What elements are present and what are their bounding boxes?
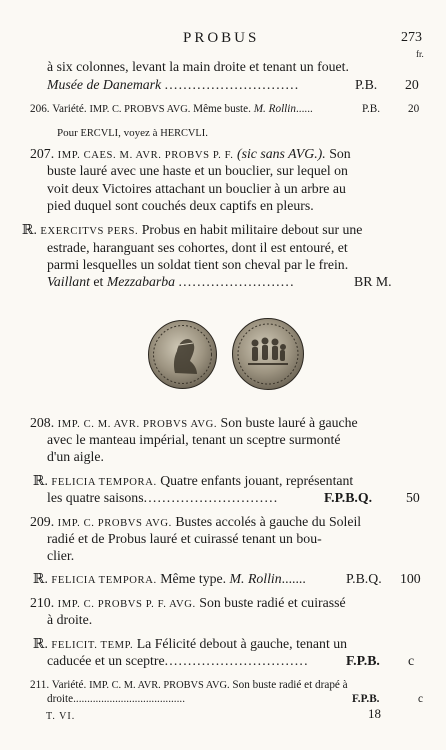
entry-text: Son buste radié et drapé à — [232, 679, 348, 691]
cross-ref-end: . — [205, 127, 208, 139]
entry-text: caducée et un sceptre — [47, 653, 165, 668]
coin-legend: HERCVLI — [160, 128, 206, 139]
entry-208-reverse-line1 — [33, 473, 353, 491]
entry-209-reverse-line1 — [33, 571, 306, 589]
entry-207-reverse-line4 — [47, 274, 295, 290]
cross-ref-text: , voyez à — [118, 127, 158, 139]
leader-dots: ....... — [281, 571, 306, 586]
entry-208-reverse-line2 — [47, 490, 278, 506]
coin-legend: IMP. C. PROBVS P. F. AVG. — [57, 599, 196, 610]
leader-dots: ............................... — [164, 653, 309, 668]
entry-208-price: 50 — [406, 490, 420, 505]
entry-208-line1 — [30, 415, 358, 433]
reverse-symbol: ℝ. — [33, 473, 48, 488]
entry-211-price: c — [418, 693, 423, 705]
entry-209-price: 100 — [400, 571, 421, 586]
page-title: PROBUS — [183, 30, 260, 46]
coin-legend: ERCVLI — [80, 128, 119, 139]
entry-210-line1 — [30, 595, 346, 613]
entry-207-line2: buste lauré avec une haste et un bouclier, sur lequel on — [47, 163, 348, 178]
reverse-symbol: ℝ. — [33, 636, 48, 651]
museum-name: Musée de Danemark — [47, 77, 162, 92]
sheet-signature: 18 — [368, 706, 381, 721]
variety-label: Variété. — [51, 679, 87, 691]
entry-number: 210. — [30, 595, 55, 610]
entry-211-line2 — [47, 691, 185, 707]
entry-207-line4: pied duquel sont couchés deux captifs en pleurs. — [47, 198, 314, 213]
coin-legend: IMP. C. M. AVR. PROBVS AVG. — [89, 680, 230, 691]
leader-dots: ............................. — [164, 77, 300, 92]
four-figures-icon — [233, 319, 303, 389]
entry-205-line: à six colonnes, levant la main droite et tenant un fouet. — [47, 59, 349, 74]
entry-text: Bustes accolés à gauche du Soleil — [175, 514, 362, 529]
volume-signature: T. VI. — [46, 711, 76, 722]
entry-210-price: c — [408, 653, 415, 668]
entry-208-line2: avec le manteau impérial, tenant un sceptre surmonté — [47, 432, 341, 447]
cross-reference — [57, 125, 208, 142]
entry-209-line2: radié et de Probus lauré et cuirassé tenant un bou- — [47, 531, 322, 546]
coin-legend: FELICIA TEMPORA. — [51, 477, 157, 488]
entry-211-ref: F.P.B. — [352, 693, 380, 705]
price-unit-label: fr. — [416, 49, 424, 59]
entry-206-price: 20 — [408, 103, 420, 115]
entry-text: La Félicité debout à gauche, tenant un — [136, 636, 348, 651]
entry-205-source-line — [47, 77, 299, 93]
entry-number: 208. — [30, 415, 55, 430]
conjunction: et — [93, 274, 104, 289]
leader-dots: ...... — [296, 103, 313, 115]
entry-207-reverse-line1 — [22, 222, 362, 240]
coin-legend: IMP. C. M. AVR. PROBVS AVG. — [57, 419, 218, 430]
cross-ref-text: Pour — [57, 127, 78, 139]
entry-number: 211. — [30, 679, 50, 691]
collection-source: M. Rollin — [253, 103, 296, 115]
entry-text: Son buste lauré à gauche — [220, 415, 358, 430]
entry-208-line3: d'un aigle. — [47, 449, 104, 464]
coin-legend: IMP. C. PROBVS AVG. — [57, 518, 172, 529]
entry-207-ref: BR M. — [354, 274, 392, 289]
entry-207-line3: voit deux Victoires attachant un bouclier à un arbre au — [47, 181, 346, 196]
entry-text: Son — [329, 146, 351, 161]
entry-206-ref: P.B. — [362, 103, 381, 115]
entry-209-line1 — [30, 514, 361, 532]
source-author: Vaillant — [47, 274, 90, 289]
leader-dots: ........................................ — [73, 693, 185, 705]
entry-208-ref: F.P.B.Q. — [324, 490, 373, 505]
variety-label: Variété. — [52, 103, 87, 115]
coin-legend: FELICIA TEMPORA. — [51, 575, 157, 586]
entry-205-ref: P.B. — [355, 77, 378, 92]
entry-207-reverse-line2: estrade, haranguant ses cohortes, dont il est entouré, et — [47, 240, 348, 255]
entry-209-ref: P.B.Q. — [346, 571, 382, 586]
entry-205-price: 20 — [405, 77, 419, 92]
entry-207-line1 — [30, 146, 351, 164]
entry-207-reverse-line3: parmi lesquelles un soldat tient son cheval par le frein. — [47, 257, 349, 272]
bust-profile-icon — [149, 321, 216, 388]
entry-text: Son buste radié et cuirassé — [199, 595, 346, 610]
leader-dots: ......................... — [178, 274, 295, 289]
entry-210-reverse-line2 — [47, 653, 309, 669]
coin-obverse-image — [148, 320, 217, 389]
entry-210-line2: à droite. — [47, 612, 93, 627]
page-number: 273 — [401, 30, 422, 45]
coin-legend: FELICIT. TEMP. — [51, 640, 134, 651]
entry-209-line3: clier. — [47, 548, 75, 563]
leader-dots: ............................. — [143, 490, 279, 505]
entry-number: 209. — [30, 514, 55, 529]
entry-number: 206. — [30, 103, 50, 115]
entry-text: droite — [47, 693, 74, 705]
entry-number: 207. — [30, 146, 55, 161]
source-author: Mezzabarba — [106, 274, 176, 289]
reverse-symbol: ℝ. — [22, 222, 37, 237]
entry-text: Même type. — [160, 571, 227, 586]
entry-description: Même buste. — [193, 103, 251, 115]
reverse-symbol: ℝ. — [33, 571, 48, 586]
coin-legend: IMP. C. PROBVS AVG. — [89, 104, 191, 115]
entry-210-reverse-line1 — [33, 636, 347, 654]
entry-210-ref: F.P.B. — [346, 653, 380, 668]
coin-legend: EXERCITVS PERS. — [40, 226, 139, 237]
sic-note: (sic sans AVG.). — [237, 146, 326, 161]
coin-legend: IMP. CAES. M. AVR. PROBVS P. F. — [57, 150, 234, 161]
coin-reverse-image — [232, 318, 304, 390]
entry-text: Quatre enfants jouant, représentant — [160, 473, 354, 488]
collection-source: M. Rollin — [229, 571, 282, 586]
entry-text: Probus en habit militaire debout sur une — [141, 222, 363, 237]
entry-text: les quatre saisons — [47, 490, 144, 505]
entry-206 — [30, 101, 313, 118]
